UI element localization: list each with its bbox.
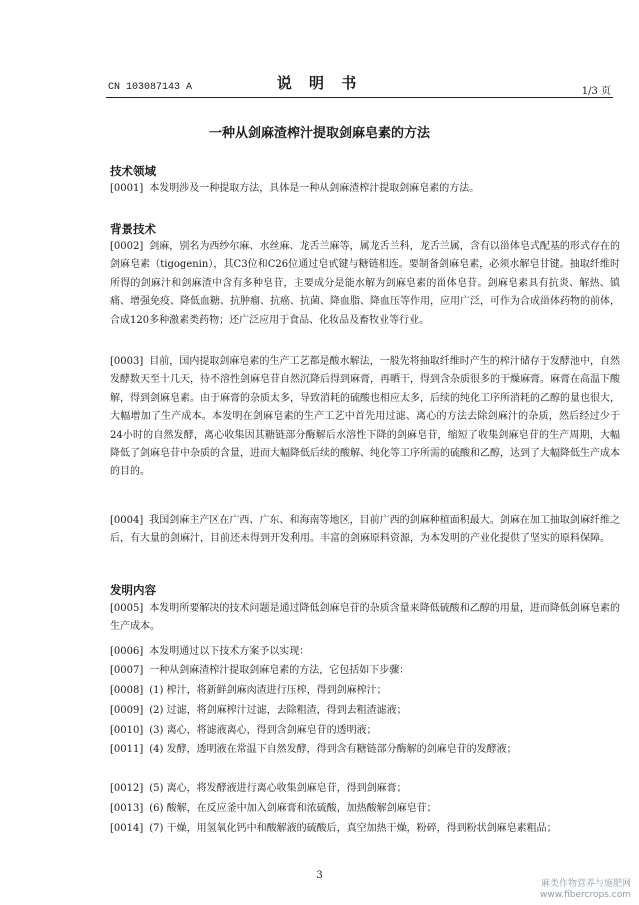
- paragraph-0006: [110, 643, 620, 661]
- paragraph-number: [0007]: [110, 665, 144, 676]
- paragraph-number: [0014]: [110, 823, 144, 834]
- paragraph-0005: [110, 600, 620, 637]
- section-heading-background: 背景技术: [110, 222, 156, 236]
- paragraph-text: 本发明通过以下技术方案予以实现：: [149, 646, 310, 657]
- document-title: 一种从剑麻渣榨汁提取剑麻皂素的方法: [208, 126, 430, 141]
- paragraph-text: (1) 榨汁，将新鲜剑麻肉渣进行压榨，得到剑麻榨汁；: [149, 685, 387, 696]
- document-type: 说 明 书: [276, 74, 363, 92]
- paragraph-number: [0012]: [110, 783, 144, 794]
- paragraph-number: [0001]: [110, 183, 144, 194]
- paragraph-0004: [110, 512, 620, 549]
- paragraph-text: (2) 过滤，将剑麻榨汁过滤，去除粗渣，得到去粗渣滤液；: [149, 705, 407, 716]
- paragraph-number: [0002]: [110, 241, 144, 252]
- paragraph-number: [0006]: [110, 646, 144, 657]
- watermark-site-name: 麻类作物营养与施肥网: [540, 879, 631, 889]
- paragraph-0007: [110, 662, 620, 680]
- section-heading-summary: 发明内容: [110, 583, 156, 597]
- paragraph-0013: [110, 800, 620, 818]
- paragraph-text: (6) 酸解，在反应釜中加入剑麻膏和浓硫酸，加热酸解剑麻皂苷；: [149, 803, 437, 814]
- paragraph-number: [0009]: [110, 705, 144, 716]
- paragraph-number: [0013]: [110, 803, 144, 814]
- paragraph-text: (7) 干燥，用氢氧化钙中和酸解液的硫酸后，真空加热干燥，粉碎，得到粉状剑麻皂素粗品；: [149, 823, 557, 834]
- paragraph-0002: [110, 238, 620, 330]
- paragraph-text: 目前，国内提取剑麻皂素的生产工艺都是酸水解法，一般先将抽取纤维时产生的榨汁储存于发酵池中，自然发酵数天至十几天，待不溶性剑麻皂苷自然沉降后得到麻膏，再晒干，得到含杂质很多的干燥麻膏。麻膏在高温下酸解，得到剑麻皂素。由于麻膏的杂质太多，导致消耗的硫酸也相应太多，后续的纯化工序所消耗的乙醇的量也很大，大幅增加了生产成本。本发明在剑麻皂素的生产工艺中首先用过滤、离心的方法去除剑麻汁的杂质，然后经过少于24小时的自然发酵，离心收集因其糖链部分酶解后水溶性下降的剑麻皂苷，缩短了收集剑麻皂苷的生产周期，大幅降低了剑麻皂苷中杂质的含量，进而大幅降低后续的酸解、纯化等工序所需的硫酸和乙醇，达到了大幅降低生产成本的目的。: [110, 356, 620, 478]
- paragraph-0009: [110, 702, 620, 720]
- paragraph-number: [0004]: [110, 515, 144, 526]
- paragraph-text: (4) 发酵，透明液在常温下自然发酵，得到含有糖链部分酶解的剑麻皂苷的发酵液；: [149, 744, 517, 755]
- paragraph-number: [0010]: [110, 725, 144, 736]
- paragraph-0010: [110, 722, 620, 740]
- paragraph-0001: [110, 180, 620, 198]
- paragraph-number: [0011]: [110, 744, 144, 755]
- paragraph-text: 一种从剑麻渣榨汁提取剑麻皂素的方法，它包括如下步骤：: [149, 665, 410, 676]
- paragraph-number: [0008]: [110, 685, 144, 696]
- page-number: 3: [316, 870, 323, 881]
- patent-number: CN 103087143 A: [108, 82, 193, 93]
- watermark-url: www.fibercrops.com: [540, 890, 631, 900]
- paragraph-0014: [110, 820, 620, 838]
- paragraph-0008: [110, 682, 620, 700]
- paragraph-text: 剑麻，别名为西纱尔麻、水丝麻、龙舌兰麻等，属龙舌兰科，龙舌兰属，含有以甾体皂式配基的形式存在的剑麻皂素（tigogenin），其C3位和C26位通过皂甙键与糖链相连。要制备剑麻皂素，必须水解皂甘键。抽取纤维时所得的剑麻汁和剑麻渣中含有多种皂苷，主要成分是能水解为剑麻皂素的甾体皂苷。剑麻皂素具有抗炎、解热、镇痛、增强免疫、降低血糖、抗肿瘤、抗癌、抗菌、降血脂、降血压等作用，应用广泛，可作为合成甾体药物的前体，合成120多种激素类药物；还广泛应用于食品、化妆品及畜牧业等行业。: [110, 241, 620, 326]
- paragraph-0003: [110, 353, 620, 482]
- paragraph-0012: [110, 780, 620, 798]
- paragraph-text: (5) 离心，将发酵液进行离心收集剑麻皂苷，得到剑麻膏；: [149, 783, 407, 794]
- site-watermark: [540, 879, 631, 901]
- paragraph-number: [0003]: [110, 356, 144, 367]
- paragraph-text: (3) 离心，将滤液离心，得到含剑麻皂苷的透明液；: [149, 725, 377, 736]
- header-divider: [106, 97, 613, 98]
- page-indicator: 1/3 页: [581, 86, 611, 97]
- paragraph-text: 本发明所要解决的技术问题是通过降低剑麻皂苷的杂质含量来降低硫酸和乙醇的用量，进而降低剑麻皂素的生产成本。: [110, 603, 620, 633]
- paragraph-text: 我国剑麻主产区在广西、广东、和海南等地区，目前广西的剑麻种植面积最大。剑麻在加工抽取剑麻纤维之后，有大量的剑麻汁，目前还未得到开发利用。丰富的剑麻原料资源，为本发明的产业化提供了坚实的原料保障。: [110, 515, 620, 545]
- section-heading-tech-field: 技术领域: [110, 164, 156, 178]
- paragraph-number: [0005]: [110, 603, 144, 614]
- paragraph-text: 本发明涉及一种提取方法，具体是一种从剑麻渣榨汁提取剑麻皂素的方法。: [149, 183, 480, 194]
- paragraph-0011: [110, 741, 620, 759]
